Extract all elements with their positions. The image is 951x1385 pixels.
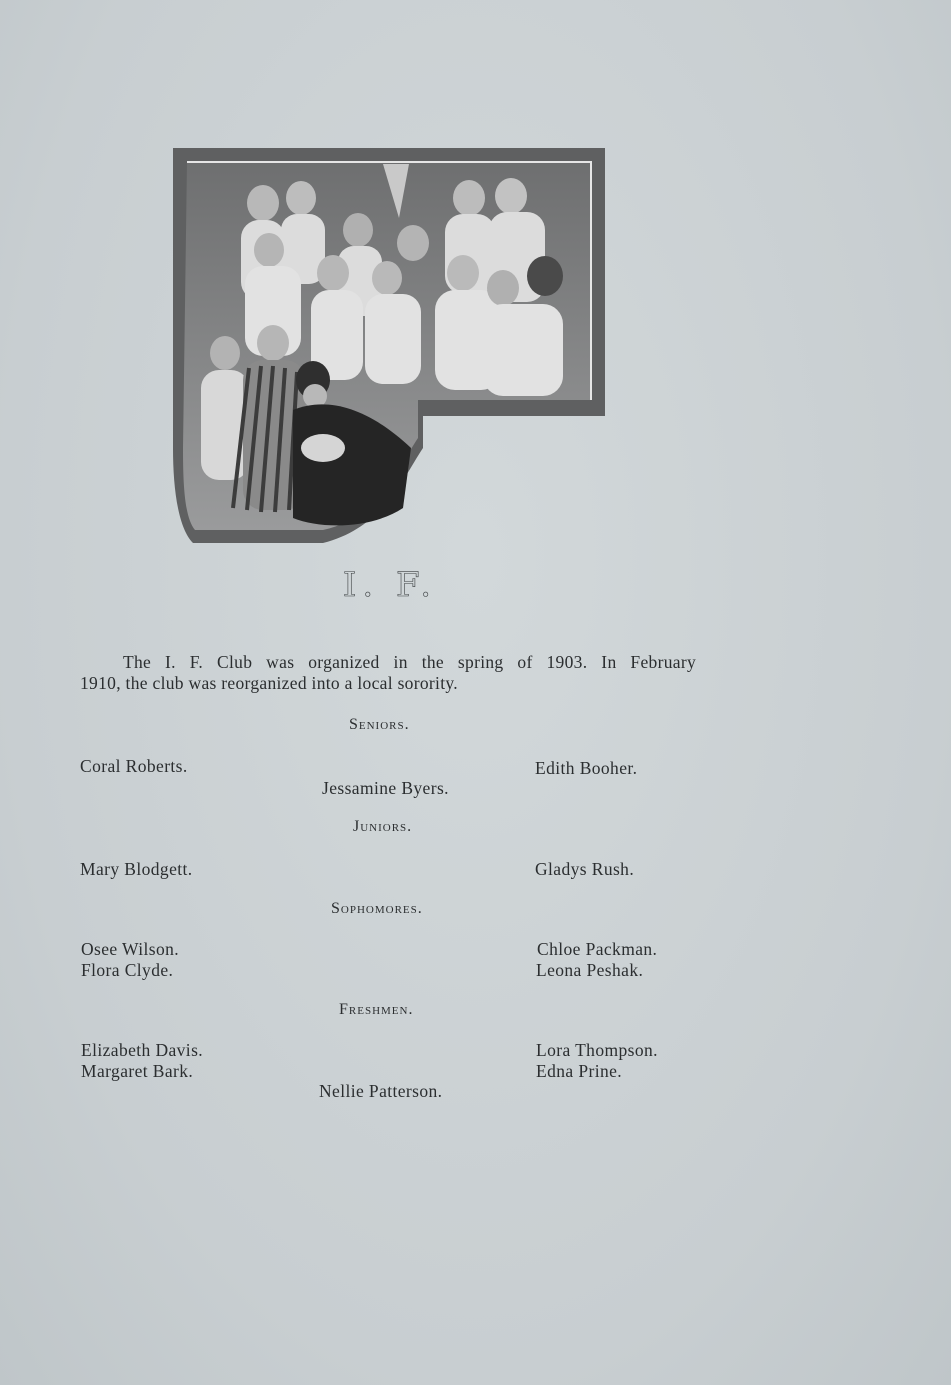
juniors-heading: Juniors. bbox=[353, 818, 413, 835]
junior-name-left: Mary Blodgett. bbox=[80, 859, 193, 879]
freshman-name-right-2: Edna Prine. bbox=[536, 1061, 623, 1081]
sophomore-name-left-1: Osee Wilson. bbox=[81, 939, 180, 959]
intro-line-2: 1910, the club was reorganized into a local sorority. bbox=[80, 673, 458, 693]
senior-name-right: Edith Booher. bbox=[535, 758, 638, 778]
group-photograph bbox=[173, 148, 605, 543]
junior-name-right: Gladys Rush. bbox=[535, 859, 635, 879]
intro-paragraph bbox=[80, 652, 696, 694]
freshman-name-center: Nellie Patterson. bbox=[319, 1081, 443, 1101]
club-title: I. F. bbox=[342, 565, 438, 605]
senior-name-left: Coral Roberts. bbox=[80, 756, 188, 776]
senior-name-center: Jessamine Byers. bbox=[322, 778, 449, 798]
sophomore-name-right-1: Chloe Packman. bbox=[537, 939, 658, 959]
freshman-name-left-1: Elizabeth Davis. bbox=[81, 1040, 204, 1060]
freshman-name-right-1: Lora Thompson. bbox=[536, 1040, 658, 1060]
freshman-name-left-2: Margaret Bark. bbox=[81, 1061, 194, 1081]
sophomores-heading: Sophomores. bbox=[331, 900, 423, 917]
sophomore-name-left-2: Flora Clyde. bbox=[81, 960, 174, 980]
freshmen-heading: Freshmen. bbox=[339, 1001, 414, 1018]
sophomore-name-right-2: Leona Peshak. bbox=[536, 960, 644, 980]
intro-line-1: The I. F. Club was organized in the spring of 1903. In February bbox=[123, 652, 696, 672]
seniors-heading: Seniors. bbox=[349, 716, 410, 733]
